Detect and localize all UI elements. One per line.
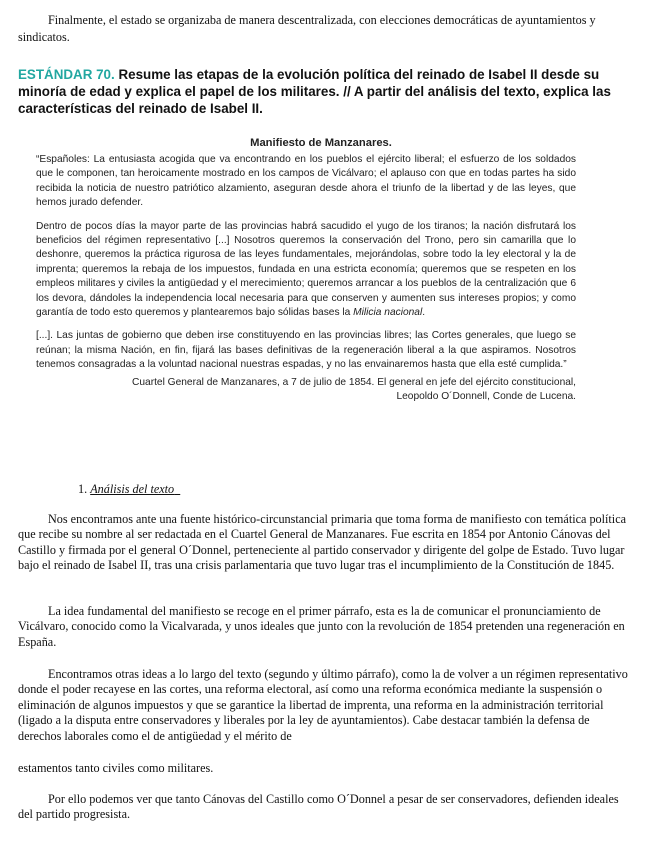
manifesto-paragraph-2: Dentro de pocos días la mayor parte de las provincias habrá sacudido el yugo de los tiranos; la nación disfrutará los beneficios del régimen representativo [...] Nosotros queremos la conservación del Trono, pero sin camarilla que lo deshonre, queremos la práctica rigurosa de las leyes fundamentales, mejorándolas, sobre todo la ley electoral y la de imprenta; queremos la rebaja de los impuestos, fundada en una estricta economía; queremos que se respeten en los empleos militares y civiles la antigüedad y el merecimiento; queremos arrancar a los pueblos de la centralización que 6 los devora, dándoles la independencia local necesaria para que conserven y aumenten sus intereses propios; y como garantía de todo esto queremos y plantearemos bajo sólidas bases la Milicia nacional.: [36, 220, 576, 319]
manifesto-title: Manifiesto de Manzanares.: [250, 137, 392, 149]
manifesto-paragraph-2-text: Dentro de pocos días la mayor parte de las provincias habrá sacudido el yugo de los tiranos; la nación disfrutará los beneficios del régimen representativo [...] Nosotros queremos la conservación del Trono, pero sin camarilla que lo deshonre, queremos la práctica rigurosa de las leyes fundamentales, mejorándolas, sobre todo la ley electoral y la de imprenta; queremos la rebaja de los impuestos, fundada en una estricta economía; queremos que se respeten en los empleos militares y civiles la antigüedad y el merecimiento; queremos arrancar a los pueblos de la centralización que 6 los devora, dándoles la independencia local necesaria para que conserven y aumenten sus intereses propios; y como garantía de todo esto queremos y plantearemos bajo sólidas bases la: [36, 220, 576, 319]
section-title: [78, 482, 180, 497]
standard-code: ESTÁNDAR 70.: [18, 67, 115, 82]
manifesto-signature: Leopoldo O´Donnell, Conde de Lucena.: [396, 391, 576, 403]
manifesto-closing: Cuartel General de Manzanares, a 7 de julio de 1854. El general en jefe del ejército constitucional,: [132, 376, 576, 388]
section-title-text: Análisis del texto: [90, 482, 175, 496]
standard-text: Resume las etapas de la evolución política del reinado de Isabel II desde su minoría de edad y explica el papel de los militares. // A partir del análisis del texto, explica las características del reinado de Isabel II.: [18, 67, 611, 116]
manifesto-paragraph-3: [...]. Las juntas de gobierno que deben irse constituyendo en las provincias libres; las Cortes generales, que luego se reúnan; la misma Nación, en fin, fijará las bases definitivas de la regeneración liberal a la que aspiramos. Nosotros tenemos consagradas a la voluntad nacional nuestras espadas, y no las envainaremos hasta que ella esté cumplida.”: [36, 330, 576, 371]
manifesto-block: [36, 137, 576, 405]
manifesto-italic-term: Milicia nacional: [353, 307, 423, 319]
standard-heading: [18, 66, 630, 117]
analysis-paragraph-3: Encontramos otras ideas a lo largo del texto (segundo y último párrafo), como la de volver a un régimen representativo donde el poder recayese en las cortes, una reforma electoral, así como una reforma económica mediante la suspensión o eliminación de algunos impuestos y que se garantice la libertad de imprenta, una reforma en la administración territorial (ligado a la disputa entre conservadores y liberales por la ley de ayuntamientos). Cabe destacar también la defensa de derechos laborales como el de antigüedad y el mérito de: [18, 667, 628, 743]
analysis-paragraph-4: Por ello podemos ver que tanto Cánovas del Castillo como O´Donnel a pesar de ser conservadores, defienden ideales del partido progresista.: [18, 792, 619, 822]
analysis-paragraph-1: Nos encontramos ante una fuente histórico-circunstancial primaria que toma forma de manifiesto con temática política que recibe su nombre al ser redactada en el Cuartel General de Manzanares. Fue escrita en 1854 por Antonio Cánovas del Castillo y firmada por el general O´Donnel, perteneciente al partido conservador y dirigente del golpe de Estado. Tuvo lugar bajo el reinado de Isabel II, tras una crisis parlamentaria que tuvo lugar tras el incumplimiento de la Constitución de 1845.: [18, 512, 627, 573]
analysis-paragraph-3-continued: estamentos tanto civiles como militares.: [18, 761, 214, 775]
section-number: 1.: [78, 482, 88, 496]
intro-paragraph: Finalmente, el estado se organizaba de manera descentralizada, con elecciones democráticas de ayuntamientos y sindicatos.: [18, 13, 596, 44]
analysis-paragraph-2: La idea fundamental del manifiesto se recoge en el primer párrafo, esta es la de comunicar el pronunciamiento de Vicálvaro, conocido como la Vicalvarada, y unos ideales que junto con la revolución de 1854 pretenden una regeneración en España.: [18, 604, 625, 649]
manifesto-paragraph-1: “Españoles: La entusiasta acogida que va encontrando en los pueblos el ejército liberal; el esfuerzo de los soldados que le componen, tan heroicamente mostrado en los campos de Vicálvaro; el aplauso con que en todas partes ha sido recibida la noticia de nuestro patriótico alzamiento, aseguran desde ahora el triunfo de la libertad y de las leyes, que hemos jurado defender.: [36, 154, 576, 209]
